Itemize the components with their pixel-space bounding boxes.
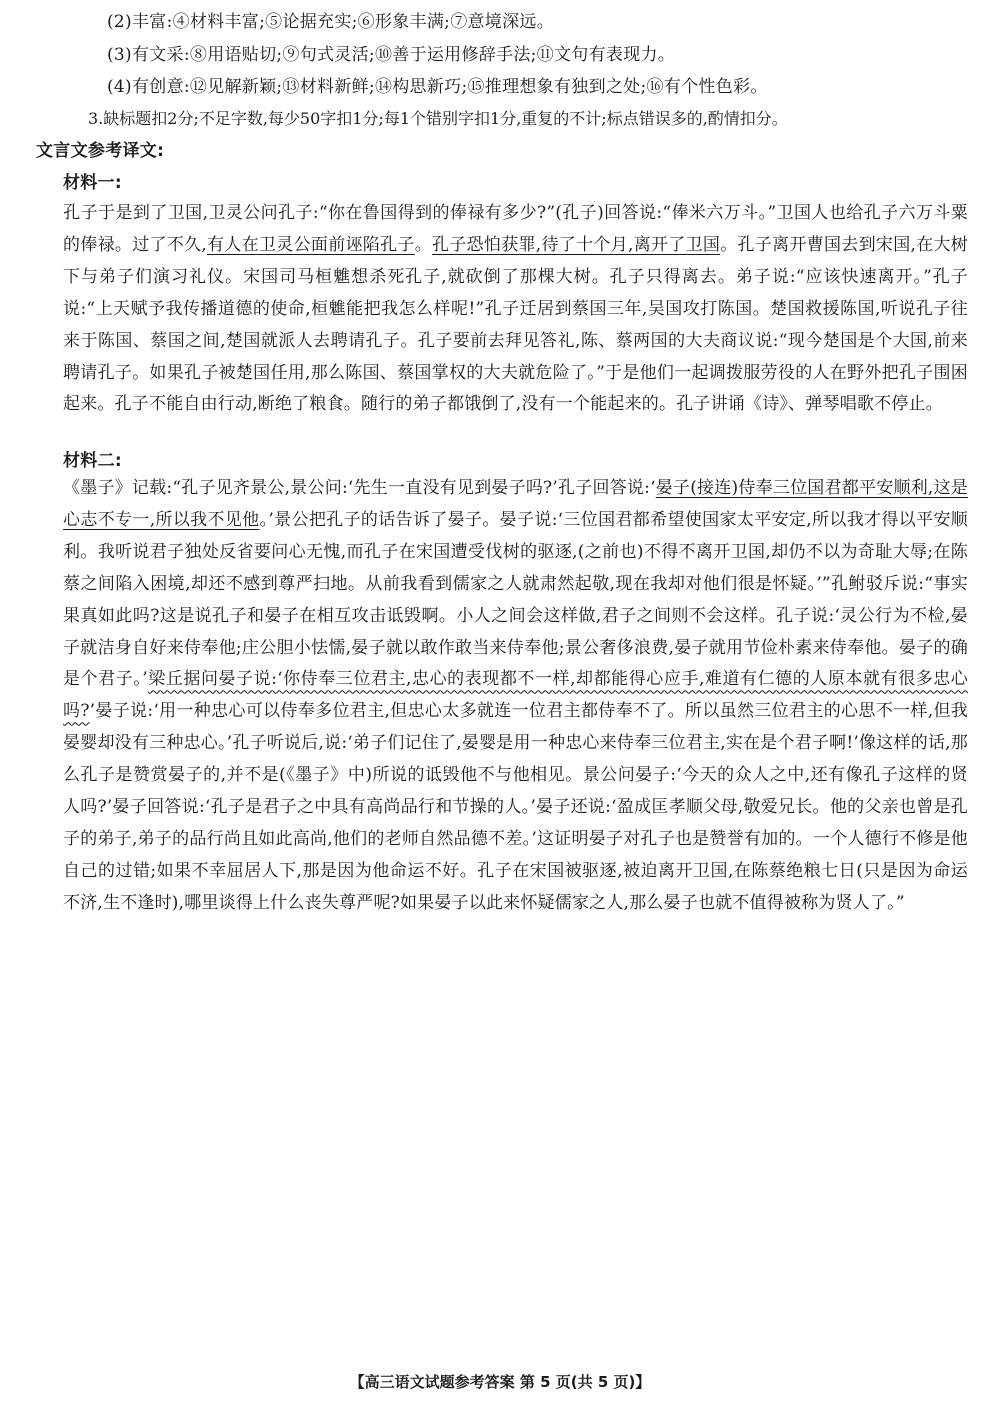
page-footer: 【高三语文试题参考答案 第 5 页(共 5 页)】 [349, 1373, 651, 1391]
deduction-rule: 3.缺标题扣2分;不足字数,每少50字扣1分;每1个错别字扣1分,重复的不计;标点错误多的,酌情扣分。 [88, 109, 788, 128]
underlined-phrase-1: 有人在卫灵公面前诬陷孔子 [207, 234, 415, 255]
material-1-text [63, 198, 968, 421]
material-2-span-3: ’晏子说:‘用一种忠心可以侍奉多位君主,但忠心太多就连一位君主都侍奉不了。所以虽然三位君主的心思不一样,但我晏婴却没有三种忠心。’孔子听说后,说:‘弟子们记住了,晏婴是用一种忠心来侍奉三位君主,实在是个君子啊!’像这样的话,那么孔子是赞赏晏子的,并不是(《墨子》中)所说的诋毁他不与他相见。景公问晏子:‘今天的众人之中,还有像孔子这样的贤人吗?’晏子回答说:‘孔子是君子之中具有高尚品行和节操的人。’晏子还说:‘盈成匡孝顺父母,敬爱兄长。他的父亲也曾是孔子的弟子,弟子的品行尚且如此高尚,他们的老师自然品德不差。’这证明晏子对孔子也是赞誉有加的。一个人德行不修是他自己的过错;如果不幸屈居人下,那是因为他命运不好。孔子在宋国被驱逐,被迫离开卫国,在陈蔡绝粮七日(只是因为命运不济,生不逢时),哪里谈得上什么丧失尊严呢?如果晏子以此来怀疑儒家之人,那么晏子也就不值得被称为贤人了。” [63, 701, 969, 913]
criteria-item-3: (3)有文采:⑧用语贴切;⑨句式灵活;⑩善于运用修辞手法;⑪文句有表现力。 [107, 45, 676, 65]
material-1-span-1: 孔子于是到了卫国,卫灵公问孔子:“你在鲁国得到的俸禄有多少?”(孔子)回答说:“俸米六万斗。”卫国人也给孔子六万斗粟的俸禄。过了不久, [63, 203, 968, 255]
material-2-text [63, 473, 968, 920]
material-1-span-2: 。 [414, 234, 432, 255]
material-2-span-1: 《墨子》记载:“孔子见齐景公,景公问:‘先生一直没有见到晏子吗?’孔子回答说:‘ [63, 478, 656, 498]
wavy-underlined-phrase: 梁丘据问晏子说:‘你侍奉三位君主,忠心的表现都不一样,却都能得心应手,难道有仁德的人原本就有很多忠心吗? [63, 669, 968, 722]
criteria-item-2: (2)丰富:④材料丰富;⑤论据充实;⑥形象丰满;⑦意境深远。 [107, 12, 554, 32]
underlined-phrase-3: 晏子(接连)侍奉三位国君都平安顺利,这是心志不专一,所以我不见他 [63, 478, 968, 530]
material-2-heading: 材料二: [63, 451, 122, 471]
translation-heading: 文言文参考译文: [36, 141, 165, 161]
underlined-phrase-2: 孔子恐怕获罪,待了十个月,离开了卫国 [432, 234, 721, 255]
material-1-span-3: 。孔子离开曹国去到宋国,在大树下与弟子们演习礼仪。宋国司马桓魋想杀死孔子,就砍倒了那棵大树。孔子只得离去。弟子说:“应该快速离开。”孔子说:“上天赋予我传播道德的使命,桓魋能把我怎么样呢!”孔子迁居到蔡国三年,吴国攻打陈国。楚国救援陈国,听说孔子往来于陈国、蔡国之间,楚国就派人去聘请孔子。孔子要前去拜见答礼,陈、蔡两国的大夫商议说:“现今楚国是个大国,前来聘请孔子。如果孔子被楚国任用,那么陈国、蔡国掌权的大夫就危险了。”于是他们一起调拨服劳役的人在野外把孔子围困起来。孔子不能自由行动,断绝了粮食。随行的弟子都饿倒了,没有一个能起来的。孔子讲诵《诗》、弹琴唱歌不停止。 [63, 234, 968, 415]
material-1-heading: 材料一: [63, 173, 122, 193]
criteria-item-4: (4)有创意:⑫见解新颖;⑬材料新鲜;⑭构思新巧;⑮推理想象有独到之处;⑯有个性色彩。 [107, 77, 768, 97]
material-2-span-2: 。’景公把孔子的话告诉了晏子。晏子说:‘三位国君都希望使国家太平安定,所以我才得以平安顺利。我听说君子独处反省要问心无愧,而孔子在宋国遭受伐树的驱逐,(之前也)不得不离开卫国,却仍不以为奇耻大辱;在陈蔡之间陷入困境,却还不感到尊严扫地。从前我看到儒家之人就肃然起敬,现在我却对他们很是怀疑。’”孔鲋驳斥说:“事实果真如此吗?这是说孔子和晏子在相互攻击诋毁啊。小人之间会这样做,君子之间则不会这样。孔子说:‘灵公行为不检,晏子就洁身自好来侍奉他;庄公胆小怯懦,晏子就以敢作敢当来侍奉他;景公奢侈浪费,晏子就用节俭朴素来侍奉他。晏子的确是个君子。’ [63, 509, 968, 690]
